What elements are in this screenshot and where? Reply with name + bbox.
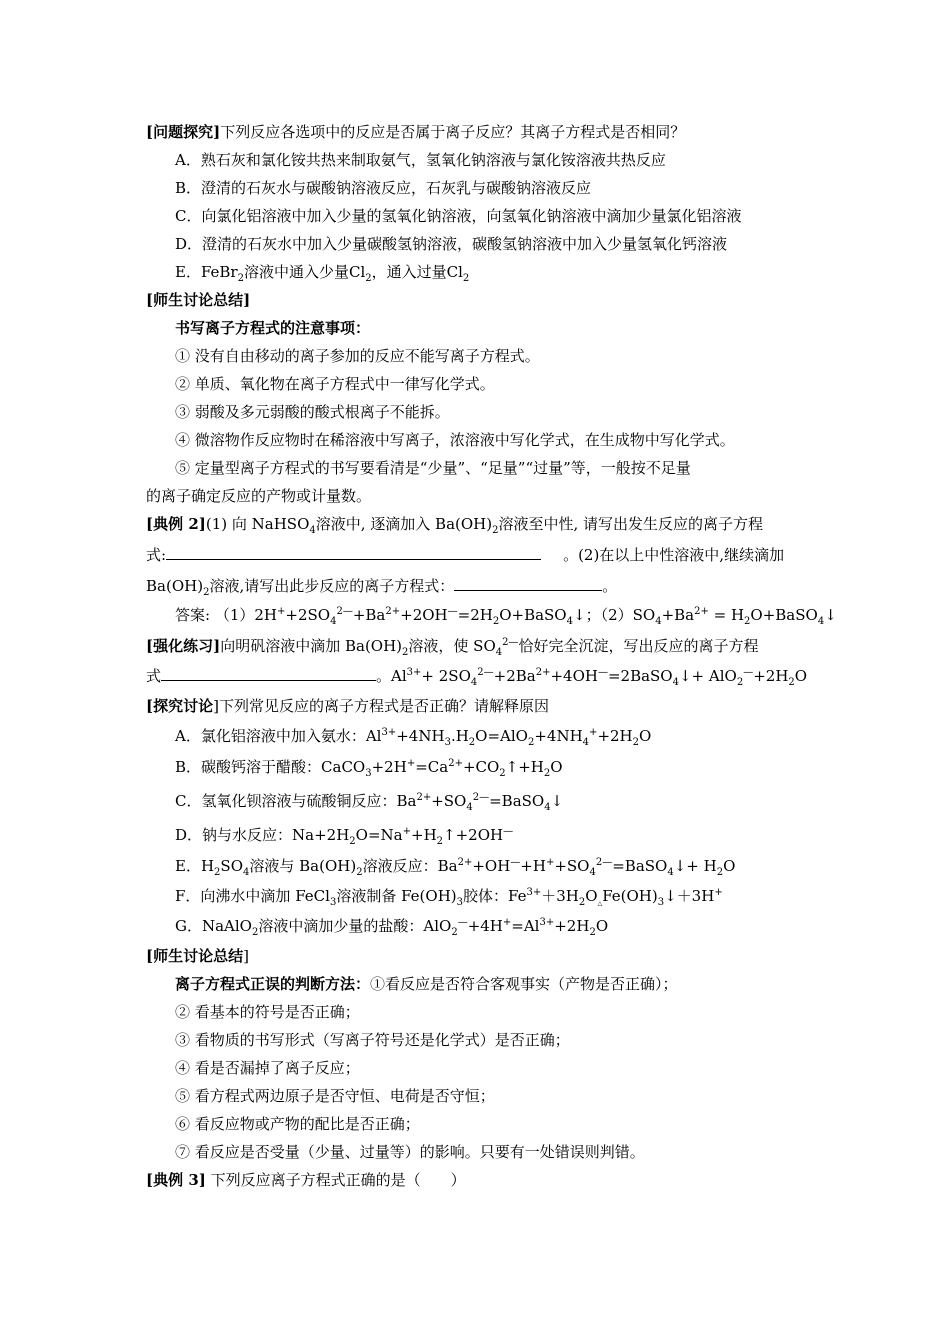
answer-blank-1[interactable] [166, 545, 541, 560]
judging-method: 离子方程式正误的判断方法：①看反应是否符合客观事实（产物是否正确）； [175, 975, 678, 993]
section-heading: [问题探究] [146, 123, 221, 141]
example-3: [典例 3] 下列反应离子方程式正确的是（ ） [146, 1171, 466, 1189]
practice-line-1: [强化练习]向明矾溶液中滴加 $Ba(OH)_2$溶液，使 $SO_4^{2—}$恰好完全沉淀，写出反应的离子方程 [146, 637, 759, 658]
example-2-line-2: 式: 。(2)在以上中性溶液中,继续滴加 [146, 546, 785, 564]
practice-heading: [强化练习] [146, 637, 221, 655]
judge-point-3: ③ 看物质的书写形式（写离子符号还是化学式）是否正确； [175, 1031, 570, 1049]
example-heading: [典例 2] [146, 515, 206, 533]
answer-blank-2[interactable] [454, 576, 602, 591]
judge-point-6: ⑥ 看反应物或产物的配比是否正确； [175, 1115, 420, 1133]
summary-heading-2: [师生讨论总结] [146, 947, 249, 965]
equation-b: B．碳酸钙溶于醋酸：$CaCO_3+2H^+=Ca^{2+}+CO_2↑+H_2O$ [175, 758, 563, 779]
judging-method-title: 离子方程式正误的判断方法： [175, 975, 371, 993]
example-2-line-3: $Ba(OH)_2$溶液,请写出此步反应的离子方程式： 。 [146, 577, 618, 598]
explore-discussion: [探究讨论]下列常见反应的离子方程式是否正确？请解释原因 [146, 697, 549, 715]
point-1: ① 没有自由移动的离子参加的反应不能写离子方程式。 [175, 347, 540, 365]
judge-point-4: ④ 看是否漏掉了离子反应； [175, 1059, 360, 1077]
question-explore [146, 122, 685, 142]
example-3-heading: [典例 3] [146, 1171, 206, 1189]
option-d: D．澄清的石灰水中加入少量碳酸氢钠溶液，碳酸氢钠溶液中加入少量氢氧化钙溶液 [175, 235, 728, 253]
practice-line-2: 式 。$Al^{3+}+$ $2SO_4^{2—}+2Ba^{2+}+4OH^—=2BaSO_4↓+ AlO_2^—+2H_2O$ [146, 667, 808, 688]
option-e: E．FeBr$_2$溶液中通入少量$Cl_2$，通入过量$Cl_2$ [175, 263, 470, 284]
example-2-line-1: [典例 2](1) 向 NaHSO$_4$溶液中, 逐滴加入 $Ba(OH)_2$溶液至中性, 请写出发生反应的离子方程 [146, 515, 764, 536]
option-b: B．澄清的石灰水与碳酸钠溶液反应，石灰乳与碳酸钠溶液反应 [175, 179, 592, 197]
point-2: ② 单质、氧化物在离子方程式中一律写化学式。 [175, 375, 495, 393]
judge-point-5: ⑤ 看方程式两边原子是否守恒、电荷是否守恒； [175, 1087, 495, 1105]
point-5: ⑤ 定量型离子方程式的书写要看清是“少量”、“足量”“过量”等，一般按不足量 [175, 459, 691, 477]
equation-d: D．钠与水反应：$Na+2H_2O=Na^++H_2↑+2OH^—$ [175, 826, 514, 847]
option-c: C．向氯化铝溶液中加入少量的氢氧化钠溶液，向氢氧化钠溶液中滴加少量氯化铝溶液 [175, 207, 742, 225]
practice-answer-blank[interactable] [161, 666, 376, 681]
point-3: ③ 弱酸及多元弱酸的酸式根离子不能拆。 [175, 403, 450, 421]
judge-point-7: ⑦ 看反应是否受量（少量、过量等）的影响。只要有一处错误则判错。 [175, 1143, 645, 1161]
equation-a: A．氯化铝溶液中加入氨水：$Al^{3+}+4NH_3.H_2O=AlO_2+4NH_4^++2H_2O$ [175, 727, 652, 748]
example-2-answer: 答案: $(1)2H^++2SO_4^{2—}+Ba^{2+}+2OH^—=2H_2O+BaSO_4↓$；$(2)SO_4+Ba^{2+}$ = $H_2O+BaSO_4↓$ [175, 606, 837, 627]
summary-heading: [师生讨论总结] [146, 291, 251, 309]
summary-title: 书写离子方程式的注意事项： [175, 319, 371, 337]
section-heading-2: [探究讨论 [146, 697, 214, 715]
option-a: A．熟石灰和氯化铵共热来制取氨气，氢氧化钠溶液与氯化铵溶液共热反应 [175, 151, 666, 169]
equation-g: G．NaAlO$_2$溶液中滴加少量的盐酸：$AlO_2^—+4H^+=Al^{3+}+2H_2O$ [175, 917, 609, 938]
judge-point-2: ② 看基本的符号是否正确； [175, 1003, 360, 1021]
question-text: 下列反应各选项中的反应是否属于离子反应？其离子方程式是否相同？ [220, 123, 686, 141]
equation-f: F．向沸水中滴加 FeCl$_3$溶液制备 $Fe(OH)_3$胶体：$Fe^{3+}+3H_2O_\triangle Fe(OH)_3↓+3H^+$ [175, 887, 723, 908]
equation-e: E．$H_2SO_4$溶液与 $Ba(OH)_2$溶液反应：$Ba^{2+}+OH^—+H^++SO_4^{2—}=BaSO_4↓+ H_2O$ [175, 857, 736, 878]
point-5-continued: 的离子确定反应的产物或计量数。 [146, 487, 372, 505]
point-4: ④ 微溶物作反应物时在稀溶液中写离子，浓溶液中写化学式，在生成物中写化学式。 [175, 431, 735, 449]
equation-c: C．氢氧化钡溶液与硫酸铜反应：$Ba^{2+}+SO_4^{2—}=BaSO_4↓$ [175, 792, 564, 813]
